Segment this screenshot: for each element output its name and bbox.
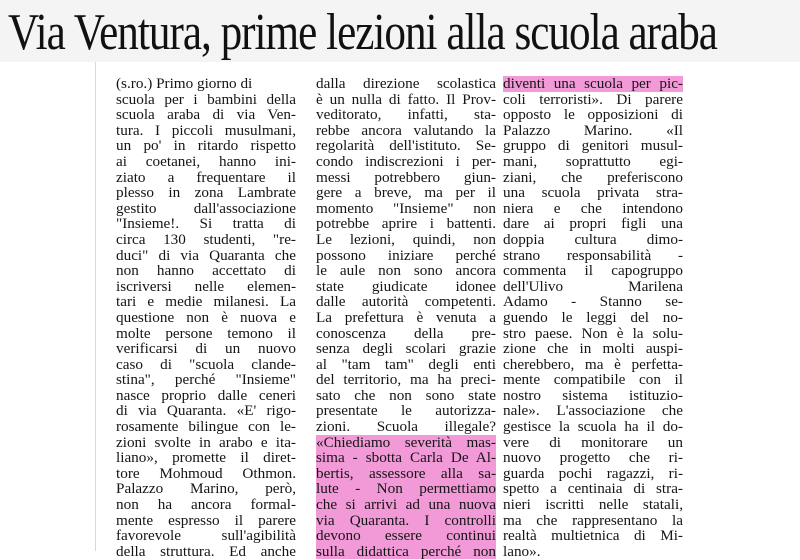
article-line (316, 154, 496, 170)
article-line (116, 107, 296, 123)
line-text: state giudicate idonee (316, 277, 496, 295)
article-line (503, 497, 683, 513)
article-line (116, 123, 296, 139)
article-line (316, 232, 496, 248)
article-line (116, 403, 296, 419)
article-line (316, 435, 496, 451)
article-line (503, 185, 683, 201)
article-line (116, 497, 296, 513)
article-line (116, 419, 296, 435)
article-line (116, 435, 296, 451)
article-line (116, 76, 296, 92)
line-text: La prefettura è venuta a (316, 308, 496, 326)
article-line (116, 326, 296, 342)
article-line (503, 341, 683, 357)
line-text: realtà multietnica di Mi- (503, 527, 683, 545)
line-text: doppia cultura dimo- (503, 230, 683, 248)
line-text: zioni svolte in arabo e ita- (116, 433, 296, 451)
line-text: plesso in zona Lambrate (116, 184, 296, 202)
line-text: di via Quaranta. «E' rigo- (116, 402, 296, 420)
line-text: della struttura. Ed anche (116, 542, 296, 560)
article-line (316, 341, 496, 357)
line-text: nostro sistema istituzio- (503, 386, 683, 404)
article-line (316, 279, 496, 295)
line-text: senza degli scolari grazie (316, 340, 496, 358)
article-line (116, 92, 296, 108)
line-text: ziani, che preferiscono (503, 168, 683, 186)
line-text: "Insieme!. Si tratta di (116, 215, 296, 233)
article-line (316, 466, 496, 482)
highlighted-text: devono essere continui (316, 527, 496, 545)
article-line (503, 154, 683, 170)
line-text: iscriversi nelle elemen- (116, 277, 296, 295)
article-line (316, 497, 496, 513)
article-line (116, 357, 296, 373)
line-text: mani, soprattutto egi- (503, 152, 683, 170)
article-line (503, 466, 683, 482)
line-text: mente compatibile con il (503, 371, 683, 389)
line-text: sato che non sono state (316, 386, 496, 404)
article-line (503, 92, 683, 108)
article-column-2 (316, 76, 496, 559)
line-text: zioni. Scuola illegale? (316, 418, 496, 436)
article-line (316, 357, 496, 373)
article-line (316, 372, 496, 388)
article-line (316, 216, 496, 232)
line-text: circa 130 studenti, "re- (116, 230, 296, 248)
article-line (316, 123, 496, 139)
line-text: ma che rappresentano la (503, 511, 683, 529)
article-line (116, 263, 296, 279)
article-column-1 (116, 76, 296, 559)
article-line (503, 263, 683, 279)
article-line (503, 544, 683, 560)
line-text: cherebbero, ma è perfetta- (503, 355, 683, 373)
article-line (316, 481, 496, 497)
highlighted-text: bertis, assessore alla sa- (316, 464, 496, 482)
clipping-left-edge (95, 62, 96, 551)
article-line (116, 372, 296, 388)
line-text: ziato a frequentare il (116, 168, 296, 186)
line-text: strano responsabilità - (503, 246, 683, 264)
line-text: Palazzo Marino, però, (116, 480, 296, 498)
line-text: Adamo - Stanno se- (503, 293, 683, 311)
line-text: gere a breve, ma per il (316, 184, 496, 202)
article-line (316, 201, 496, 217)
line-text: al "tam tam" degli enti (316, 355, 496, 373)
article-line (116, 170, 296, 186)
line-text: regolarità dell'istituto. Se- (316, 137, 496, 155)
article-line (503, 372, 683, 388)
line-text: rosamente bilingue con le- (116, 418, 296, 436)
article-line (503, 294, 683, 310)
article-line (316, 92, 496, 108)
line-text: commenta il capogruppo (503, 262, 683, 280)
line-text: gruppo di genitori musul- (503, 137, 683, 155)
article-line (503, 76, 683, 92)
article-line (503, 279, 683, 295)
article-line (503, 388, 683, 404)
article-line (503, 310, 683, 326)
line-text: non ha ancora formal- (116, 496, 296, 514)
line-text: stina", perché "Insieme" (116, 371, 296, 389)
article-line (116, 388, 296, 404)
article-line (503, 513, 683, 529)
article-line (503, 326, 683, 342)
line-text: scuola per i bambini della (116, 90, 296, 108)
article-line (316, 263, 496, 279)
article-headline: Via Ventura, prime lezioni alla scuola araba (8, 4, 717, 61)
line-text: caso di "scuola clande- (116, 355, 296, 373)
article-line (503, 248, 683, 264)
article-column-3 (503, 76, 683, 559)
line-text: messi potrebbero giun- (316, 168, 496, 186)
line-text: scuola araba di via Ven- (116, 106, 296, 124)
article-line (116, 513, 296, 529)
article-line (116, 248, 296, 264)
highlighted-text: lute - Non permettiamo (316, 480, 496, 498)
line-text: nieri iscritti nelle statali, (503, 496, 683, 514)
article-line (116, 466, 296, 482)
line-text: gestito dall'associazione (116, 199, 296, 217)
article-line (503, 123, 683, 139)
article-line (116, 185, 296, 201)
article-line (316, 170, 496, 186)
article-line (116, 201, 296, 217)
article-line (503, 528, 683, 544)
highlighted-text: diventi una scuola per pic- (503, 75, 683, 92)
line-text: momento "Insieme" non (316, 199, 496, 217)
article-line (503, 138, 683, 154)
line-text: Le lezioni, quindi, non (316, 230, 496, 248)
article-line (503, 419, 683, 435)
line-text: presentate le autorizza- (316, 402, 496, 420)
article-line (316, 326, 496, 342)
line-text: dare ai propri figli una (503, 215, 683, 233)
highlighted-text: che si arrivi ad una nuova (316, 496, 496, 514)
line-text: una scuola privata stra- (503, 184, 683, 202)
article-line (316, 513, 496, 529)
article-line (116, 294, 296, 310)
article-line (116, 341, 296, 357)
line-text: potrebbe aprire i battenti. (316, 215, 496, 233)
article-line (316, 450, 496, 466)
line-text: conoscenza della pre- (316, 324, 496, 342)
article-line (316, 107, 496, 123)
line-text: veditorato, infatti, sta- (316, 106, 496, 124)
article-line (503, 232, 683, 248)
line-text: opposto le opposizioni di (503, 106, 683, 124)
article-line (116, 279, 296, 295)
line-text: guarda pochi ragazzi, ri- (503, 464, 683, 482)
line-text: gestisce la scuola ha il do- (503, 418, 683, 436)
article-line (116, 154, 296, 170)
line-text: possono iniziare perché (316, 246, 496, 264)
line-text: favorevole sull'agibilità (116, 527, 296, 545)
article-line (316, 76, 496, 92)
line-text: un po' in ritardo rispetto (116, 137, 296, 155)
line-text: zione che in molti auspi- (503, 340, 683, 358)
line-text: del territorio, ma ha preci- (316, 371, 496, 389)
line-text: non hanno accettato di (116, 262, 296, 280)
line-text: rebbe ancora valutando la (316, 121, 496, 139)
line-text: molte persone temono il (116, 324, 296, 342)
line-text: duci" di via Quaranta che (116, 246, 296, 264)
line-text: questione non è nuova e (116, 308, 296, 326)
line-text: tore Mohmoud Othmon. (116, 464, 296, 482)
article-line (503, 107, 683, 123)
line-text: spetto a centinaia di stra- (503, 480, 683, 498)
article-line (116, 528, 296, 544)
article-line (503, 170, 683, 186)
article-line (503, 403, 683, 419)
article-line (316, 528, 496, 544)
line-text: è un nulla di fatto. Il Prov- (316, 90, 496, 108)
highlighted-text: sulla didattica perché non (316, 542, 496, 560)
article-line (116, 450, 296, 466)
highlighted-text: sima - sbotta Carla De Al- (316, 449, 496, 467)
article-line (316, 419, 496, 435)
line-text: coli terroristi». Di parere (503, 90, 683, 108)
line-text: (s.ro.) Primo giorno di (116, 75, 253, 92)
line-text: ai coetanei, hanno ini- (116, 152, 296, 170)
line-text: nale». L'associazione che (503, 402, 683, 420)
article-line (316, 185, 496, 201)
line-text: Palazzo Marino. «Il (503, 121, 683, 139)
article-line (116, 216, 296, 232)
article-line (116, 138, 296, 154)
line-text: guendo le leggi del no- (503, 308, 683, 326)
line-text: tura. I piccoli musulmani, (116, 121, 296, 139)
article-line (116, 481, 296, 497)
article-line (316, 544, 496, 560)
article-line (503, 481, 683, 497)
article-line (503, 357, 683, 373)
line-text: stro paese. Non è la solu- (503, 324, 683, 342)
article-line (116, 310, 296, 326)
line-text: le aule non sono ancora (316, 262, 496, 280)
article-line (316, 403, 496, 419)
article-line (116, 232, 296, 248)
line-text: dalle autorità competenti. (316, 293, 496, 311)
line-text: niera e che intendono (503, 199, 683, 217)
article-line (503, 450, 683, 466)
article-line (503, 435, 683, 451)
line-text: mente espresso il parere (116, 511, 296, 529)
highlighted-text: via Quaranta. I controlli (316, 511, 496, 529)
article-line (316, 138, 496, 154)
line-text: lano». (503, 542, 541, 560)
line-text: dalla direzione scolastica (316, 75, 496, 92)
article-line (316, 388, 496, 404)
article-line (503, 201, 683, 217)
article-line (503, 216, 683, 232)
line-text: dell'Ulivo Marilena (503, 277, 683, 295)
article-line (316, 248, 496, 264)
highlighted-text: «Chiediamo severità mas- (316, 433, 496, 451)
line-text: condo indiscrezioni i per- (316, 152, 496, 170)
line-text: verificarsi di un nuovo (116, 340, 296, 358)
line-text: vere di monitorare un (503, 433, 683, 451)
article-line (316, 310, 496, 326)
article-line (116, 544, 296, 560)
line-text: nasce proprio dalle ceneri (116, 386, 296, 404)
line-text: nuovo progetto che ri- (503, 449, 683, 467)
line-text: tari e medie milanesi. La (116, 293, 296, 311)
article-line (316, 294, 496, 310)
line-text: liano», promette il diret- (116, 449, 296, 467)
